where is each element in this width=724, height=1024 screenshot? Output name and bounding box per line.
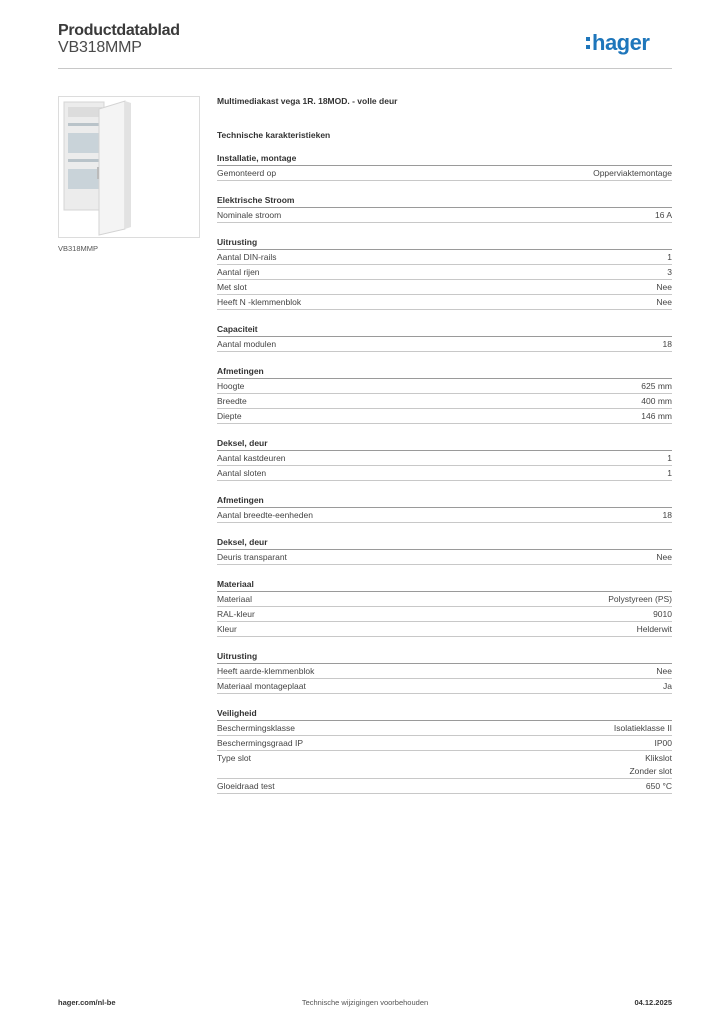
- spec-section: [217, 153, 672, 181]
- spec-row: [217, 550, 672, 565]
- spec-label: Deuris transparant: [217, 552, 287, 562]
- spec-value: Helderwit: [636, 624, 672, 634]
- section-title: Uitrusting: [217, 237, 672, 250]
- header-divider: [58, 68, 672, 69]
- spec-row: [217, 409, 672, 424]
- spec-label: Aantal rijen: [217, 267, 260, 277]
- spec-row: [217, 664, 672, 679]
- section-title: Veiligheid: [217, 708, 672, 721]
- spec-row: [217, 679, 672, 694]
- section-title: Afmetingen: [217, 495, 672, 508]
- spec-row: [217, 508, 672, 523]
- spec-label: Aantal breedte-eenheden: [217, 510, 313, 520]
- spec-label: Heeft N -klemmenblok: [217, 297, 302, 307]
- spec-content: [217, 96, 672, 808]
- section-title: Afmetingen: [217, 366, 672, 379]
- spec-label: Nominale stroom: [217, 210, 282, 220]
- spec-label: Diepte: [217, 411, 242, 421]
- spec-row: [217, 592, 672, 607]
- product-image: [58, 96, 200, 238]
- spec-value: Ja: [663, 681, 672, 691]
- spec-label: Aantal modulen: [217, 339, 277, 349]
- spec-row: [217, 250, 672, 265]
- spec-row: [217, 736, 672, 751]
- spec-section: [217, 708, 672, 794]
- spec-label: Gemonteerd op: [217, 168, 277, 178]
- hager-logo: [586, 28, 672, 58]
- spec-row: [217, 394, 672, 409]
- spec-value: 625 mm: [641, 381, 672, 391]
- spec-value: 1: [667, 453, 672, 463]
- spec-section: [217, 324, 672, 352]
- spec-value: 400 mm: [641, 396, 672, 406]
- document-title: Productdatablad: [58, 22, 180, 39]
- spec-row: [217, 265, 672, 280]
- section-title: Capaciteit: [217, 324, 672, 337]
- section-title: Installatie, montage: [217, 153, 672, 166]
- spec-label: Beschermingsklasse: [217, 723, 295, 733]
- spec-row: [217, 607, 672, 622]
- spec-row: [217, 208, 672, 223]
- spec-value: 650 °C: [645, 781, 672, 791]
- spec-section: [217, 651, 672, 694]
- spec-value: 18: [662, 339, 672, 349]
- spec-row: [217, 622, 672, 637]
- spec-value: Nee: [656, 297, 672, 307]
- spec-section: [217, 237, 672, 310]
- spec-section: [217, 495, 672, 523]
- spec-label: Met slot: [217, 282, 247, 292]
- spec-label: Materiaal montageplaat: [217, 681, 306, 691]
- section-title: Elektrische Stroom: [217, 195, 672, 208]
- footer-disclaimer: Technische wijzigingen voorbehouden: [301, 998, 429, 1007]
- product-image-caption: VB318MMP: [58, 244, 99, 253]
- spec-label: Materiaal: [217, 594, 252, 604]
- section-title: Deksel, deur: [217, 537, 672, 550]
- spec-label: Breedte: [217, 396, 247, 406]
- technical-characteristics-title: Technische karakteristieken: [217, 130, 331, 140]
- spec-row: [217, 451, 672, 466]
- section-title: Deksel, deur: [217, 438, 672, 451]
- spec-value: 3: [667, 267, 672, 277]
- spec-section: [217, 195, 672, 223]
- svg-text:hager: hager: [592, 30, 650, 55]
- section-title: Uitrusting: [217, 651, 672, 664]
- spec-value: Klikslot Zonder slot: [629, 753, 672, 776]
- spec-row: [217, 751, 672, 779]
- spec-section: [217, 438, 672, 481]
- spec-label: Kleur: [217, 624, 237, 634]
- spec-row: [217, 166, 672, 181]
- spec-section: [217, 537, 672, 565]
- spec-row: [217, 280, 672, 295]
- spec-value: 146 mm: [641, 411, 672, 421]
- spec-label: Type slot: [217, 753, 252, 763]
- section-title: Materiaal: [217, 579, 672, 592]
- spec-value: 1: [667, 252, 672, 262]
- spec-label: Aantal kastdeuren: [217, 453, 286, 463]
- spec-label: Beschermingsgraad IP: [217, 738, 303, 748]
- spec-section: [217, 366, 672, 424]
- spec-sections: [217, 153, 672, 794]
- spec-row: [217, 295, 672, 310]
- spec-label: Heeft aarde-klemmenblok: [217, 666, 315, 676]
- spec-value: Polystyreen (PS): [608, 594, 672, 604]
- spec-value: Nee: [656, 552, 672, 562]
- spec-label: RAL-kleur: [217, 609, 255, 619]
- spec-value: 16 A: [654, 210, 672, 220]
- page-header: [58, 22, 672, 70]
- spec-row: [217, 379, 672, 394]
- spec-row: [217, 337, 672, 352]
- footer-website: hager.com/nl-be: [58, 998, 116, 1007]
- spec-value: 9010: [653, 609, 672, 619]
- spec-value: 1: [667, 468, 672, 478]
- spec-value: Nee: [656, 282, 672, 292]
- spec-label: Hoogte: [217, 381, 245, 391]
- spec-label: Aantal sloten: [217, 468, 267, 478]
- spec-value: Opperviaktemontage: [593, 168, 672, 178]
- footer-date: 04.12.2025: [634, 998, 672, 1007]
- spec-section: [217, 579, 672, 637]
- spec-value: Nee: [656, 666, 672, 676]
- spec-row: [217, 466, 672, 481]
- spec-value: 18: [662, 510, 672, 520]
- spec-value: Isolatieklasse II: [613, 723, 672, 733]
- spec-value: IP00: [654, 738, 672, 748]
- spec-label: Gloeidraad test: [217, 781, 275, 791]
- product-name: Multimediakast vega 1R. 18MOD. - volle deur: [217, 96, 398, 106]
- spec-row: [217, 779, 672, 794]
- product-code: VB318MMP: [58, 39, 142, 56]
- spec-label: Aantal DIN-rails: [217, 252, 277, 262]
- spec-row: [217, 721, 672, 736]
